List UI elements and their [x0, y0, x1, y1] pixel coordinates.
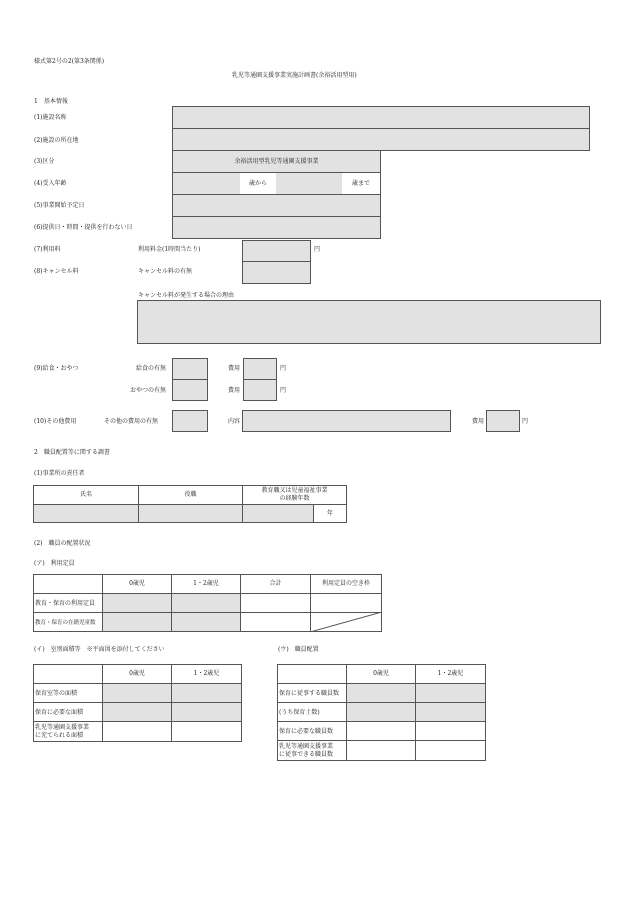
meal-field[interactable] — [172, 358, 208, 380]
staff-row-label-1 — [277, 702, 347, 722]
room-row-label-0 — [33, 683, 103, 703]
form-number: 様式第2号の2(第3条関係) — [34, 58, 105, 65]
fee-yen: 円 — [314, 246, 321, 253]
staff-r3-c0[interactable] — [346, 740, 416, 761]
facility-name-field[interactable] — [172, 106, 590, 129]
snack-field[interactable] — [172, 379, 208, 401]
age-to-field[interactable] — [276, 173, 342, 194]
capacity-col-total-text: 合計 — [269, 580, 282, 587]
other-cost-sub-label: その他の費用の有無 — [104, 418, 159, 425]
capacity-col-total — [240, 574, 311, 594]
snack-cost-label: 費用 — [228, 387, 241, 394]
capacity-row-0-text: 教育・保育の利用定員 — [35, 600, 96, 607]
staff-r1-c1[interactable] — [415, 702, 486, 722]
capacity-row-label-0 — [33, 593, 103, 613]
meals-label: (9)給食・おやつ — [34, 365, 79, 372]
section1-heading: 1 基本情報 — [34, 98, 68, 105]
capacity-r1-c0[interactable] — [102, 612, 172, 632]
room-corner — [33, 664, 103, 684]
year-unit: 年 — [326, 509, 333, 517]
staff-r2-c0[interactable] — [346, 721, 416, 741]
meal-cost-label: 費用 — [228, 365, 241, 372]
category-label: (3)区分 — [34, 158, 55, 165]
manager-heading: (1)事業所の責任者 — [34, 470, 85, 477]
room-row-label-2 — [33, 721, 103, 742]
room-row-1-text: 保育に必要な面積 — [35, 709, 84, 716]
fee-sub-label: 利用料金(1時間当たり) — [138, 246, 201, 253]
capacity-heading: (ア) 利用定員 — [34, 560, 75, 567]
staff-row-2-text: 保育に必要な職員数 — [279, 728, 334, 735]
snack-yen: 円 — [280, 387, 287, 394]
category-value: 余裕活用型乳児等通園支援事業 — [234, 157, 319, 165]
staff-r0-c1[interactable] — [415, 683, 486, 703]
room-col-0-text: 0歳児 — [129, 670, 145, 677]
other-cost-cost-label: 費用 — [472, 418, 485, 425]
start-date-field[interactable] — [172, 194, 381, 217]
manager-col-position — [138, 485, 243, 505]
fee-field[interactable] — [242, 240, 311, 262]
staff-col-12-text: 1・2歳児 — [437, 670, 464, 677]
capacity-col-12-text: 1・2歳児 — [193, 580, 219, 587]
snack-cost-field[interactable] — [243, 379, 277, 401]
room-r1-c0[interactable] — [102, 702, 172, 722]
room-col-0 — [102, 664, 172, 684]
staff-col-12 — [415, 664, 486, 684]
staff-r1-c0[interactable] — [346, 702, 416, 722]
room-r0-c0[interactable] — [102, 683, 172, 703]
staff-row-0-text: 保育に従事する職員数 — [279, 690, 340, 697]
cancel-reason-label: キャンセル料が発生する場合の理由 — [138, 292, 235, 299]
staff-heading: (2) 職員の配置状況 — [34, 540, 91, 547]
cancel-fee-field[interactable] — [242, 261, 311, 284]
age-to-cell — [342, 173, 380, 194]
other-cost-label: (10)その他費用 — [34, 418, 77, 425]
age-from-label: 歳から — [248, 179, 267, 187]
staff-r0-c0[interactable] — [346, 683, 416, 703]
other-cost-field[interactable] — [172, 410, 208, 432]
diagonal-slash-icon — [310, 612, 382, 632]
fee-label: (7)利用料 — [34, 246, 61, 253]
staff-placement-heading: (ウ) 職員配置 — [278, 646, 319, 653]
capacity-r1-c1[interactable] — [171, 612, 241, 632]
capacity-r1-vacancy — [310, 612, 382, 632]
staff-row-3-text: 乳児等通園支援事業 に従事できる職員数 — [279, 743, 334, 758]
room-col-12 — [171, 664, 242, 684]
staff-table — [277, 664, 486, 761]
manager-position-field[interactable] — [138, 504, 243, 523]
snack-sub-label: おやつの有無 — [130, 387, 167, 394]
content-label: 内容 — [228, 418, 241, 425]
room-heading: (イ) 室別面積等 ※平面図を添付してください — [34, 646, 165, 653]
other-cost-cost-field[interactable] — [486, 410, 520, 432]
age-label: (4)受入年齢 — [34, 180, 67, 187]
cancel-sub-label: キャンセル料の有無 — [138, 268, 193, 275]
service-days-label: (6)提供日・時間・提供を行わない日 — [34, 224, 133, 231]
staff-row-1-text: (うち保育士数) — [279, 709, 320, 716]
cancel-reason-field[interactable] — [137, 300, 601, 344]
capacity-r0-c0[interactable] — [102, 593, 172, 613]
manager-col-name — [33, 485, 139, 505]
meal-yen: 円 — [280, 365, 287, 372]
manager-table — [33, 485, 346, 523]
staff-r3-c1[interactable] — [415, 740, 486, 761]
capacity-table — [33, 574, 382, 631]
capacity-col-0 — [102, 574, 172, 594]
capacity-col-12 — [171, 574, 241, 594]
manager-experience-field[interactable] — [242, 504, 314, 523]
facility-address-label: (2)施設の所在地 — [34, 137, 79, 144]
capacity-col-0-text: 0歳児 — [129, 580, 145, 587]
cancel-fee-label: (8)キャンセル料 — [34, 268, 79, 275]
room-table — [33, 664, 242, 742]
staff-row-label-3 — [277, 740, 347, 761]
capacity-r0-total — [240, 593, 311, 613]
start-date-label: (5)事業開始予定日 — [34, 202, 85, 209]
other-cost-yen: 円 — [522, 418, 529, 425]
room-row-label-1 — [33, 702, 103, 722]
manager-col-name-text: 氏名 — [79, 491, 92, 498]
room-row-2-text: 乳児等通園支援事業 に充てられる面積 — [35, 724, 90, 739]
manager-name-field[interactable] — [33, 504, 139, 523]
age-to-label: 歳まで — [351, 179, 370, 187]
capacity-r1-total — [240, 612, 311, 632]
facility-address-field[interactable] — [172, 128, 590, 151]
age-from-cell — [240, 173, 276, 194]
manager-col-position-text: 役職 — [184, 491, 197, 498]
content-field[interactable] — [242, 410, 451, 432]
manager-col-experience — [242, 485, 347, 505]
capacity-col-vacancy-text: 利用定員の空き枠 — [321, 580, 370, 587]
category-field — [172, 150, 381, 173]
facility-name-label: (1)施設名称 — [34, 114, 67, 121]
meal-cost-field[interactable] — [243, 358, 277, 380]
capacity-col-vacancy — [310, 574, 382, 594]
manager-year-cell — [313, 504, 347, 523]
room-r1-c1[interactable] — [171, 702, 242, 722]
capacity-row-label-1 — [33, 612, 103, 632]
room-r0-c1[interactable] — [171, 683, 242, 703]
room-r2-c1[interactable] — [171, 721, 242, 742]
capacity-row-1-text: 教育・保育の在籍児童数 — [35, 620, 96, 626]
service-days-field[interactable] — [172, 216, 381, 239]
meal-sub-label: 給食の有無 — [136, 365, 167, 372]
room-row-0-text: 保育室等の面積 — [35, 690, 78, 697]
staff-row-label-2 — [277, 721, 347, 741]
document-title: 乳児等通園支援事業実施計画書(余裕活用型用) — [232, 72, 357, 79]
section2-heading: 2 職員配置等に関する調書 — [34, 449, 110, 456]
staff-corner — [277, 664, 347, 684]
manager-col-experience-text: 教育職又は児童福祉事業 の経験年数 — [261, 487, 328, 502]
staff-r2-c1[interactable] — [415, 721, 486, 741]
capacity-corner — [33, 574, 103, 594]
staff-col-0-text: 0歳児 — [373, 670, 389, 677]
staff-col-0 — [346, 664, 416, 684]
room-col-12-text: 1・2歳児 — [193, 670, 220, 677]
staff-row-label-0 — [277, 683, 347, 703]
room-r2-c0[interactable] — [102, 721, 172, 742]
capacity-r0-vacancy — [310, 593, 382, 613]
capacity-r0-c1[interactable] — [171, 593, 241, 613]
